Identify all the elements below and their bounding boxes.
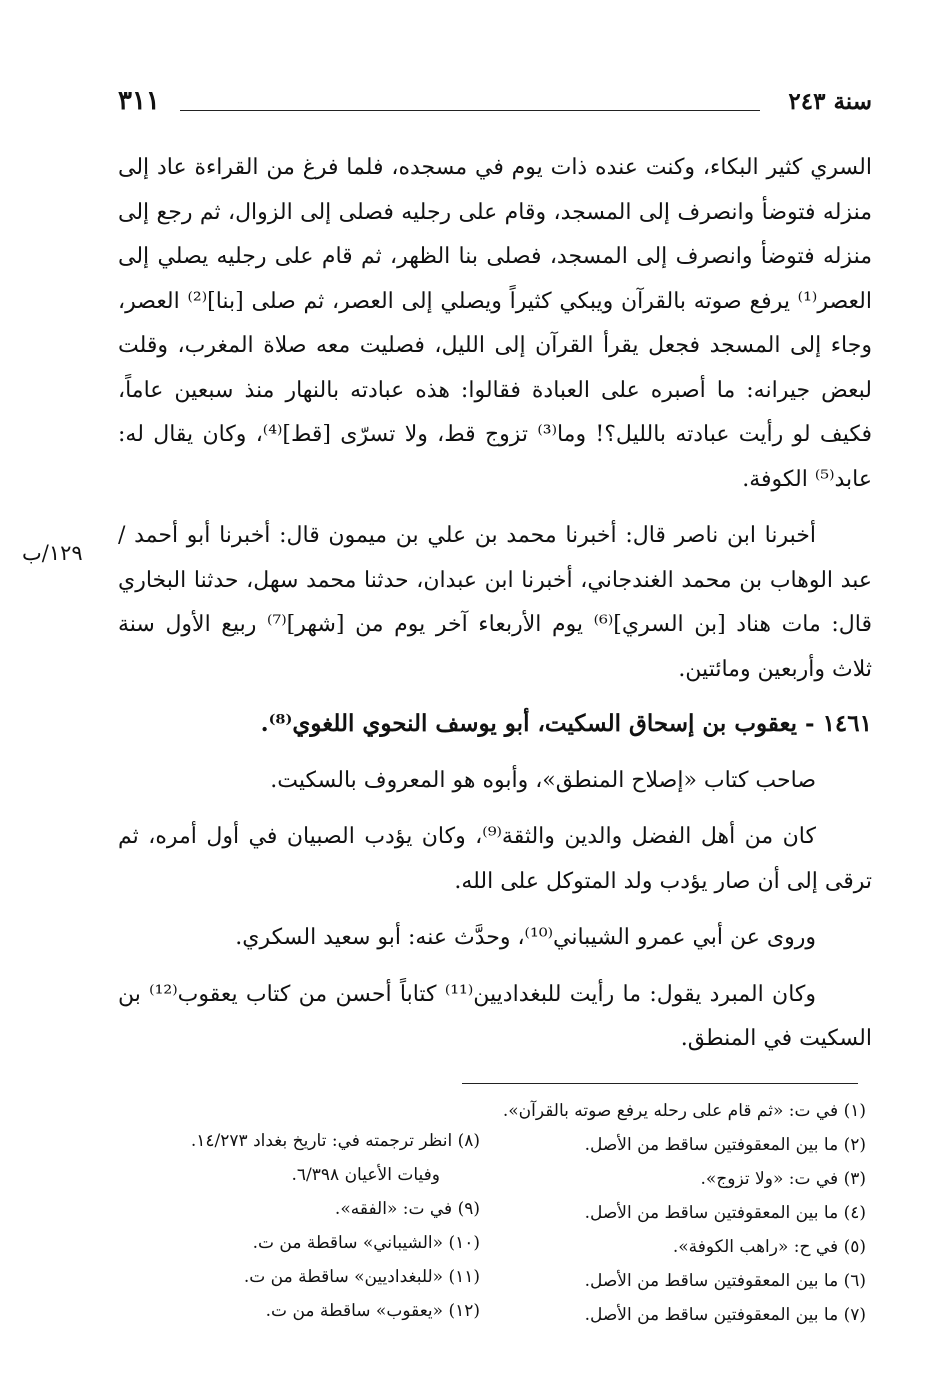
footnote-12: (١٢) «يعقوب» ساقطة من ت.	[265, 1301, 480, 1321]
paragraph-1: السري كثير البكاء، وكنت عنده ذات يوم في مسجده، فلما فرغ من القراءة عاد إلى منزله فتوضأ وانصرف إلى المسجد، وقام على رجليه فصلى إلى الزوال، ثم رجع إلى منزله فتوضأ وانصرف إلى المسجد، فصلى بنا الظهر، ثم قام على رجليه يصلي إلى العصر⁽¹⁾ يرفع صوته بالقرآن ويبكي كثيراً ويصلي إلى العصر، ثم صلى [بنا]⁽²⁾ العصر، وجاء إلى المسجد فجعل يقرأ القرآن إلى الليل، فصليت معه صلاة المغرب، وقلت لبعض جيرانه: ما أصبره على العبادة فقالوا: هذه عبادته بالنهار منذ سبعين عاماً، فكيف لو رأيت عبادته بالليل؟! وما⁽³⁾ تزوج قط، ولا تسرّى [قط]⁽⁴⁾، وكان يقال له: عابد⁽⁵⁾ الكوفة.	[118, 155, 872, 492]
footnote-10: (١٠) «الشيباني» ساقطة من ت.	[252, 1233, 480, 1253]
page-header	[118, 88, 872, 122]
entry-paragraph-3: وروى عن أبي عمرو الشيباني⁽¹⁰⁾، وحدَّث عنه: أبو سعيد السكري.	[235, 925, 816, 950]
footnote-11: (١١) «للبغداديين» ساقطة من ت.	[243, 1267, 480, 1287]
footnote-7: (٧) ما بين المعقوفتين ساقط من الأصل.	[584, 1305, 866, 1325]
entry-paragraph-4: وكان المبرد يقول: ما رأيت للبغداديين⁽¹¹⁾ كتاباً أحسن من كتاب يعقوب⁽¹²⁾ بن السكيت في المنطق.	[118, 981, 872, 1051]
footnote-8: (٨) انظر ترجمته في: تاريخ بغداد ١٤/٢٧٣.	[190, 1131, 480, 1151]
paragraph-2: أخبرنا ابن ناصر قال: أخبرنا محمد بن علي بن ميمون قال: أخبرنا أبو أحمد / عبد الوهاب بن محمد الغندجاني، أخبرنا ابن عبدان، حدثنا محمد سهل، حدثنا البخاري قال: مات هناد [بن السري]⁽⁶⁾ يوم الأربعاء آخر يوم من [شهر]⁽⁷⁾ ربيع الأول سنة ثلاث وأربعين ومائتين.	[118, 523, 872, 682]
footnotes-right-column	[476, 1094, 866, 1332]
entry-paragraph-2: كان من أهل الفضل والدين والثقة⁽⁹⁾، وكان يؤدب الصبيان في أول أمره، ثم ترقى إلى أن صار يؤدب ولد المتوكل على الله.	[118, 824, 872, 894]
footnote-1: (١) في ت: «ثم قام على رحله يرفع صوته بالقرآن».	[502, 1101, 866, 1121]
entry-title: ١٤٦١ - يعقوب بن إسحاق السكيت، أبو يوسف النحوي اللغوي⁽⁸⁾.	[260, 710, 872, 737]
footnote-5: (٥) في ح: «راهب الكوفة».	[672, 1237, 866, 1257]
footnote-6: (٦) ما بين المعقوفتين ساقط من الأصل.	[584, 1271, 866, 1291]
footnotes-left-column	[120, 1124, 480, 1328]
entry-paragraph-1: صاحب كتاب «إصلاح المنطق»، وأبوه هو المعروف بالسكيت.	[270, 767, 816, 793]
main-text	[118, 146, 872, 1062]
footnote-rule	[462, 1083, 858, 1084]
footnote-3: (٣) في ت: «ولا تزوج».	[700, 1169, 866, 1189]
page-number: ٣١١	[118, 86, 160, 116]
footnote-8-continued: وفيات الأعيان ٦/٣٩٨.	[291, 1165, 440, 1185]
footnote-4: (٤) ما بين المعقوفتين ساقط من الأصل.	[584, 1203, 866, 1223]
header-rule	[180, 110, 760, 111]
running-head-year: سنة ٢٤٣	[788, 88, 872, 115]
margin-folio-note: ١٢٩/ب	[22, 541, 83, 565]
footnote-2: (٢) ما بين المعقوفتين ساقط من الأصل.	[584, 1135, 866, 1155]
footnote-9: (٩) في ت: «الفقه».	[334, 1199, 480, 1219]
